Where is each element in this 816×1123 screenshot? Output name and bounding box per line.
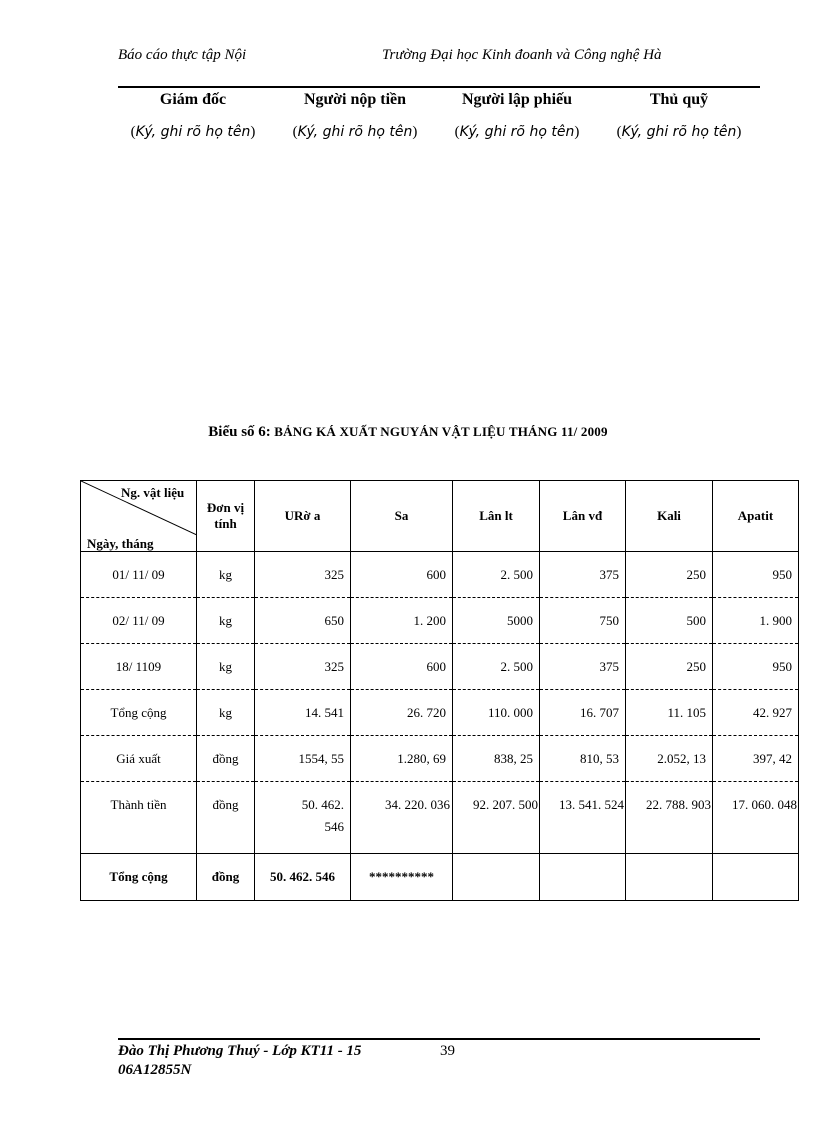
signature-note: (Ký, ghi rõ họ tên): [292, 124, 418, 140]
table-row: [81, 598, 799, 644]
table-row: [81, 552, 799, 598]
signature-row: [112, 90, 762, 142]
table-cell: 375: [540, 552, 626, 598]
table-title-text: BẢNG KÁ XUẤT NGUYÁN VẬT LIỆU THÁNG 11/ 2009: [274, 424, 608, 439]
signature-preparer: [436, 90, 598, 142]
header-cell: URờ a: [255, 481, 351, 552]
table-cell: 1.280, 69: [351, 736, 453, 782]
signature-note: (Ký, ghi rõ họ tên): [130, 124, 256, 140]
table-cell: 375: [540, 644, 626, 690]
table-cell: 750: [540, 598, 626, 644]
table-cell: 92. 207. 500: [453, 782, 540, 854]
table-cell: 1. 900: [713, 598, 799, 644]
header-left-text: Báo cáo thực tập Nội: [118, 47, 247, 63]
table-cell: kg: [197, 690, 255, 736]
table-cell: 42. 927: [713, 690, 799, 736]
table-cell: [713, 854, 799, 901]
header-rule: [118, 86, 760, 88]
table-cell: 950: [713, 644, 799, 690]
header-cell: Đơn vị tính: [197, 481, 255, 552]
signature-note: (Ký, ghi rõ họ tên): [454, 124, 580, 140]
signature-payer: [274, 90, 436, 142]
table-cell: [453, 854, 540, 901]
table-cell: 1554, 55: [255, 736, 351, 782]
table-title-prefix: Biểu số 6:: [208, 424, 271, 440]
table-cell: 11. 105: [626, 690, 713, 736]
footer-author: Đào Thị Phương Thuý - Lớp KT11 - 15 06A12855N: [118, 1043, 362, 1078]
footer-rule: [118, 1038, 760, 1040]
table-total-row: [81, 854, 799, 901]
table-cell: 50. 462. 546: [255, 782, 351, 854]
corner-material-label: Ng. vật liệu: [121, 485, 185, 500]
signature-title: Thủ quỹ: [649, 91, 709, 108]
table-cell: kg: [197, 598, 255, 644]
table-row: [81, 782, 799, 854]
table-cell: 50. 462. 546: [255, 854, 351, 901]
table-cell: 2. 500: [453, 552, 540, 598]
materials-table: [80, 480, 799, 901]
table-cell: 250: [626, 552, 713, 598]
header-cell: Apatit: [713, 481, 799, 552]
table-cell: 17. 060. 048: [713, 782, 799, 854]
table-cell: 34. 220. 036: [351, 782, 453, 854]
table-row: [81, 644, 799, 690]
signature-title: Người lập phiếu: [461, 91, 573, 108]
table-cell: 01/ 11/ 09: [81, 552, 197, 598]
table-row: [81, 736, 799, 782]
table-cell: đồng: [197, 736, 255, 782]
table-cell: 650: [255, 598, 351, 644]
table-cell: 26. 720: [351, 690, 453, 736]
table-cell: 16. 707: [540, 690, 626, 736]
signature-treasurer: [598, 90, 760, 142]
table-cell: 838, 25: [453, 736, 540, 782]
header-cell: Lân vđ: [540, 481, 626, 552]
table-cell: 110. 000: [453, 690, 540, 736]
table-cell: 14. 541: [255, 690, 351, 736]
table-cell: 500: [626, 598, 713, 644]
table-cell: Giá xuất: [81, 736, 197, 782]
table-cell: 250: [626, 644, 713, 690]
table-cell: **********: [351, 854, 453, 901]
corner-date-label: Ngày, tháng: [87, 536, 154, 551]
signature-title: Người nộp tiền: [303, 91, 407, 108]
table-cell: 5000: [453, 598, 540, 644]
corner-header-cell: [81, 481, 197, 552]
table-cell: Tổng cộng: [81, 690, 197, 736]
table-cell: 600: [351, 552, 453, 598]
table-cell: 325: [255, 644, 351, 690]
table-header-row: [81, 481, 799, 552]
table-cell: 1. 200: [351, 598, 453, 644]
table-cell: 02/ 11/ 09: [81, 598, 197, 644]
header-cell: Lân lt: [453, 481, 540, 552]
table-cell: đồng: [197, 854, 255, 901]
table-title: [0, 424, 816, 441]
table-cell: 18/ 1109: [81, 644, 197, 690]
table-cell: 950: [713, 552, 799, 598]
signature-note: (Ký, ghi rõ họ tên): [616, 124, 742, 140]
table-cell: 13. 541. 524: [540, 782, 626, 854]
table-cell: đồng: [197, 782, 255, 854]
table-cell: 2. 500: [453, 644, 540, 690]
table-cell: kg: [197, 644, 255, 690]
table-cell: 325: [255, 552, 351, 598]
table-cell: [540, 854, 626, 901]
table-cell: Tổng cộng: [81, 854, 197, 901]
table-cell: 600: [351, 644, 453, 690]
table-cell: 22. 788. 903: [626, 782, 713, 854]
table-cell: 810, 53: [540, 736, 626, 782]
signature-director: [112, 90, 274, 142]
page-number: 39: [440, 1043, 455, 1059]
header-cell: Sa: [351, 481, 453, 552]
table-cell: 2.052, 13: [626, 736, 713, 782]
table-row: [81, 690, 799, 736]
table-cell: [626, 854, 713, 901]
header-right-text: Trường Đại học Kinh đoanh và Công nghệ Hà: [382, 47, 662, 63]
table-cell: 397, 42: [713, 736, 799, 782]
signature-title: Giám đốc: [159, 91, 227, 108]
table-cell: Thành tiền: [81, 782, 197, 854]
header-cell: Kali: [626, 481, 713, 552]
table-cell: kg: [197, 552, 255, 598]
